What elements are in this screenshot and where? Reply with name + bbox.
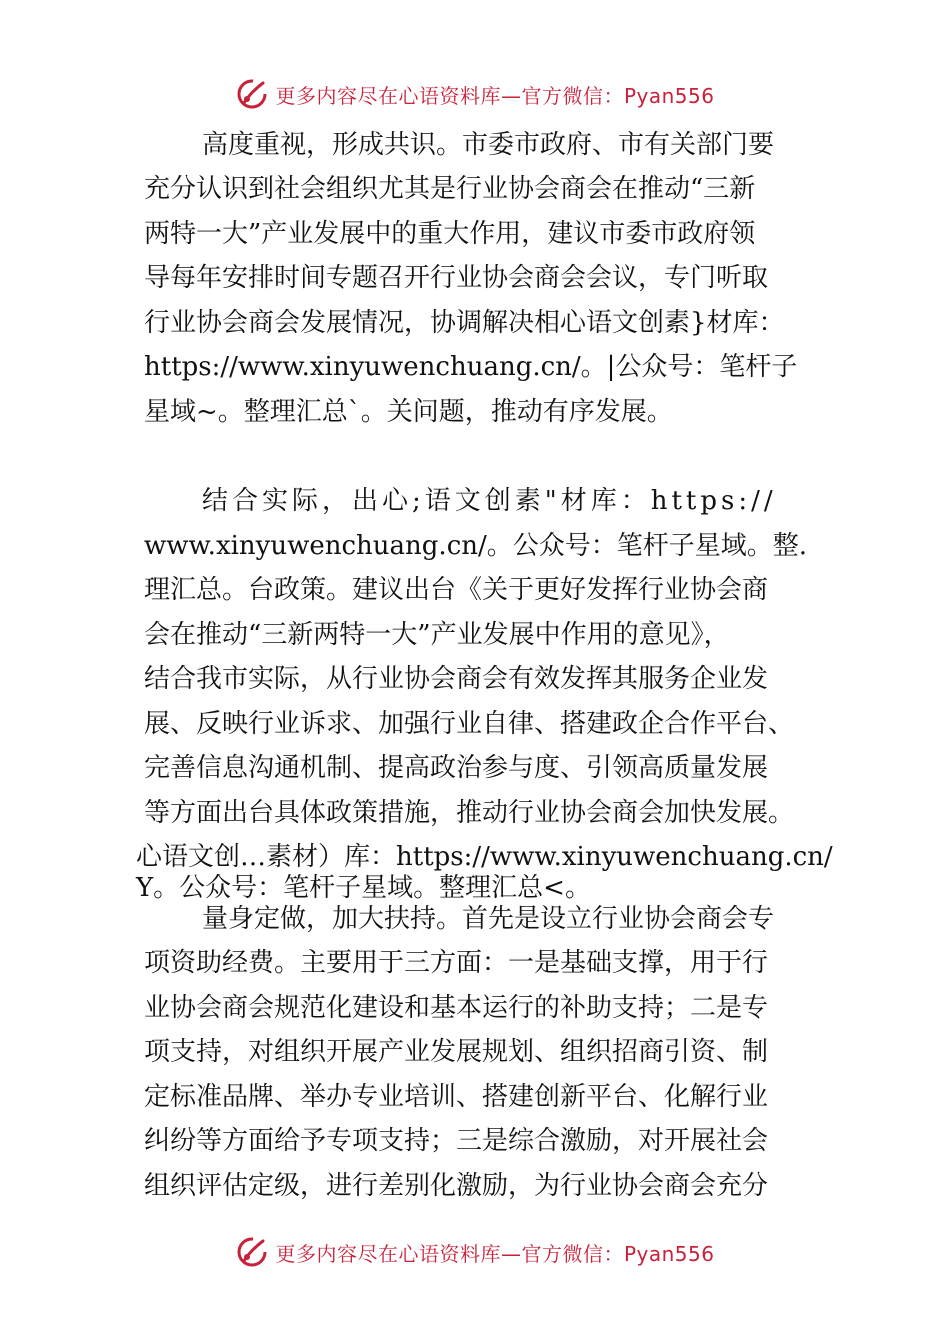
- header-text: 更多内容尽在心语资料库—官方微信：Pyan556: [275, 83, 715, 108]
- text-line: 心语文创…素材）库：https://www.xinyuwenchuang.cn/: [136, 842, 833, 872]
- text-line: 充分认识到社会组织尤其是行业协会商会在推动“三新: [144, 174, 756, 204]
- text-line: 等方面出台具体政策措施，推动行业协会商会加快发展。: [144, 798, 795, 828]
- text-line: www.xinyuwenchuang.cn/。公众号：笔杆子星域。整.: [144, 531, 808, 561]
- footer-watermark: [0, 1232, 950, 1272]
- text-line: 组织评估定级，进行差别化激励，为行业协会商会充分: [144, 1171, 769, 1201]
- text-line: 定标准品牌、举办专业培训、搭建创新平台、化解行业: [144, 1082, 769, 1112]
- text-line: 结合实际，出心;语文创素"材库：https://: [202, 486, 777, 516]
- text-line: 量身定做，加大扶持。首先是设立行业协会商会专: [202, 904, 775, 934]
- text-line: 完善信息沟通机制、提高政治参与度、引领高质量发展: [144, 753, 769, 783]
- text-line: 项支持，对组织开展产业发展规划、组织招商引资、制: [144, 1037, 769, 1067]
- footer-text: 更多内容尽在心语资料库—官方微信：Pyan556: [275, 1241, 715, 1266]
- text-line: 行业协会商会发展情况，协调解决相心语文创素}材库：: [144, 308, 785, 338]
- header-watermark: [0, 74, 950, 114]
- text-line: 项资助经费。主要用于三方面：一是基础支撑，用于行: [144, 948, 769, 978]
- text-line: 会在推动“三新两特一大”产业发展中作用的意见》，: [144, 620, 730, 650]
- text-line: 纠纷等方面给予专项支持；三是综合激励，对开展社会: [144, 1126, 769, 1156]
- text-line: 展、反映行业诉求、加强行业自律、搭建政企合作平台、: [144, 709, 795, 739]
- text-line: 高度重视，形成共识。市委市政府、市有关部门要: [202, 130, 775, 160]
- text-line: 两特一大”产业发展中的重大作用，建议市委市政府领: [144, 219, 756, 249]
- brush-logo-icon: [235, 77, 269, 111]
- text-line: 结合我市实际，从行业协会商会有效发挥其服务企业发: [144, 664, 769, 694]
- text-line: 理汇总。台政策。建议出台《关于更好发挥行业协会商: [144, 575, 769, 605]
- text-line: 导每年安排时间专题召开行业协会商会会议，专门听取: [144, 263, 769, 293]
- text-line: https://www.xinyuwenchuang.cn/。|公众号：笔杆子: [144, 352, 798, 382]
- text-line: Y。公众号：笔杆子星域。整理汇总<。: [136, 873, 591, 903]
- brush-logo-icon: [235, 1235, 269, 1269]
- text-line: 星域~。整理汇总`。关问题，推动有序发展。: [144, 397, 673, 427]
- text-line: 业协会商会规范化建设和基本运行的补助支持；二是专: [144, 993, 769, 1023]
